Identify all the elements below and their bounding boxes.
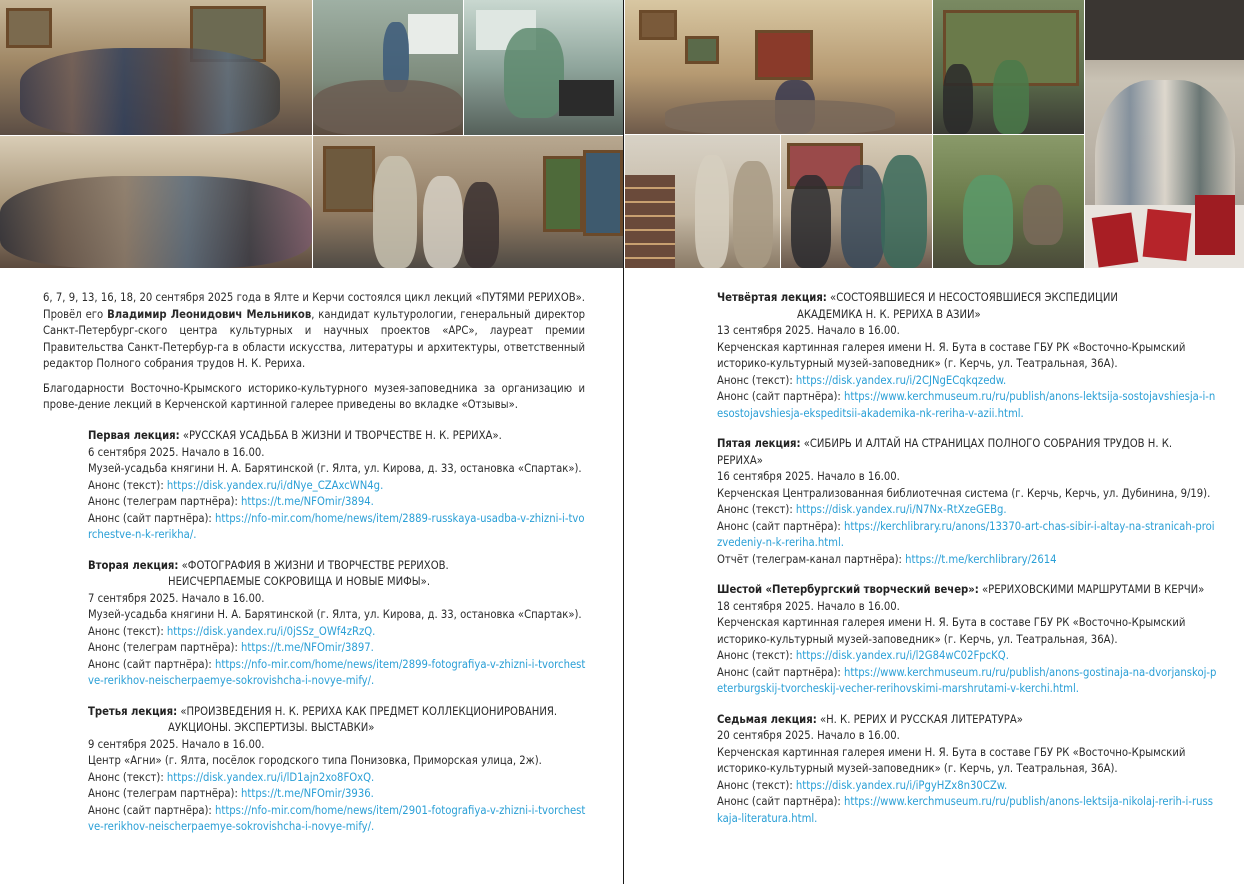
announce-label: Анонс (сайт партнёра): [717,795,845,808]
lecture-heading [717,436,1217,469]
announce-label: Анонс (текст): [717,503,796,516]
announce-line [717,519,1217,552]
lecture-entry [88,558,588,690]
announce-link[interactable]: https://t.me/kerchlibrary/2614 [905,552,1057,566]
lecture-date: 20 сентября 2025. Начало в 16.00. [717,729,900,742]
lecture-heading [88,558,588,575]
announce-line [88,494,588,511]
announce-line [717,665,1217,698]
lecture-place: Керченская картинная галерея имени Н. Я. Бута в составе ГБУ РК «Восточно-Крымский историко-культурный музей-заповедник» (г. Керчь, ул. Театральная, 36А). [717,340,1186,370]
announce-line [88,803,588,836]
lecture-title-cont: АКАДЕМИКА Н. К. РЕРИХА В АЗИИ» [797,307,981,321]
announce-label: Анонс (телеграм партнёра): [88,641,242,654]
announce-line [717,389,1217,422]
lecture-label: Третья лекция: [88,704,178,718]
photo-garden-bust [933,135,1084,268]
announce-link[interactable]: https://disk.yandex.ru/i/lD1ajn2xo8FOxQ. [166,770,375,784]
lecture-heading [88,428,588,445]
lecture-date: 6 сентября 2025. Начало в 16.00. [88,445,265,459]
photo-group-portrait [0,0,312,135]
lecture-label: Четвёртая лекция: [717,291,827,304]
lecture-entry [88,428,588,544]
announce-line [88,770,588,787]
announce-link[interactable]: https://t.me/NFOmir/3897. [241,641,374,654]
announce-link[interactable]: https://www.kerchmuseum.ru/ru/publish/anons-gostinaja-na-dvorjanskoj-peterburgskij-tvorcheskij-vecher-rerihovskimi-marshrutami-v-kerchi.html. [717,665,1217,695]
lecture-heading [88,704,588,721]
lecture-label: Вторая лекция: [88,558,179,572]
announce-link[interactable]: https://disk.yandex.ru/i/2CJNgECqkqzedw. [795,373,1007,387]
intro-paragraph-2: Благодарности Восточно-Крымского историко-культурного музея-заповедника за организацию и прове-дение лекций в Керченской картинной галерее приведены во вкладке «Отзывы». [43,381,585,411]
lecture-title: «СИБИРЬ И АЛТАЙ НА СТРАНИЦАХ ПОЛНОГО СОБРАНИЯ ТРУДОВ Н. К. РЕРИХА» [717,437,1173,467]
announce-label: Анонс (сайт партнёра): [88,511,216,525]
announce-line [717,778,1217,795]
announce-link[interactable]: https://disk.yandex.ru/i/l2G84wC02FpcKQ. [795,649,1009,662]
lecture-label: Пятая лекция: [717,437,801,450]
lecture-list-left [88,428,588,850]
announce-line [88,624,588,641]
lecture-heading [717,712,1217,729]
lecture-title-cont: АУКЦИОНЫ. ЭКСПЕРТИЗЫ. ВЫСТАВКИ» [168,721,375,734]
lecture-date: 16 сентября 2025. Начало в 16.00. [717,470,900,483]
lecture-list-right [717,290,1217,841]
announce-line [717,502,1217,519]
intro-text-a: 6, 7, 9, 13, 16, 18, 20 сентября 2025 года в Ялте и Керчи состоялся цикл лекций «ПУТЯМИ РЕРИХОВ». Провёл его [43,291,585,321]
lecture-place: Центр «Агни» (г. Ялта, посёлок городского типа Понизовка, Приморская улица, 2ж). [88,754,542,767]
spread-divider [623,0,624,884]
lecture-heading [717,582,1217,599]
announce-label: Анонс (телеграм партнёра): [88,495,242,508]
lecture-date: 13 сентября 2025. Начало в 16.00. [717,324,900,337]
lecture-label: Первая лекция: [88,429,180,442]
lecture-date: 18 сентября 2025. Начало в 16.00. [717,599,900,613]
lecture-title-cont: НЕИСЧЕРПАЕМЫЕ СОКРОВИЩА И НОВЫЕ МИФЫ». [168,575,431,588]
lecture-place: Музей-усадьба княгини Н. А. Барятинской (г. Ялта, ул. Кирова, д. 33, остановка «Спартак»). [88,608,582,621]
lecture-entry [88,704,588,836]
lecture-title: «Н. К. РЕРИХ И РУССКАЯ ЛИТЕРАТУРА» [819,712,1023,726]
lecturer-name: Владимир Леонидович Мельников [107,307,312,321]
announce-line [717,552,1217,569]
photo-audience-table [0,136,312,268]
announce-label: Отчёт (телеграм-канал партнёра): [717,552,906,566]
announce-link[interactable]: https://www.kerchmuseum.ru/ru/publish/anons-lektsija-nikolaj-rerih-i-russkaja-literatura.html. [717,795,1213,825]
announce-label: Анонс (сайт партнёра): [88,657,216,671]
intro-text [43,290,585,422]
announce-line [717,373,1217,390]
announce-line [717,794,1217,827]
announce-link[interactable]: https://kerchlibrary.ru/anons/13370-art-chas-sibir-i-altay-na-stranicah-proizvedeniy-n-k-reriha.html. [717,519,1215,549]
lecture-label: Шестой «Петербургский творческий вечер»: [717,583,979,596]
photo-lecturer-screen [313,0,463,135]
lecture-title: «ПРОИЗВЕДЕНИЯ Н. К. РЕРИХА КАК ПРЕДМЕТ КОЛЛЕКЦИОНИРОВАНИЯ. [180,704,558,718]
announce-line [717,648,1217,665]
announce-line [88,786,588,803]
photo-gift-presentation [781,135,932,268]
photo-award-ceremony [933,0,1084,134]
announce-line [88,640,588,657]
announce-label: Анонс (сайт партнёра): [717,665,845,679]
lecture-entry [717,436,1217,568]
lecture-title: «РУССКАЯ УСАДЬБА В ЖИЗНИ И ТВОРЧЕСТВЕ Н. К. РЕРИХА». [182,429,502,442]
photo-gallery-visitors [313,136,623,268]
right-page [625,0,1244,884]
photo-red-books [1085,135,1244,268]
announce-label: Анонс (сайт партнёра): [717,390,845,403]
announce-link[interactable]: https://t.me/NFOmir/3894. [241,495,374,508]
announce-link[interactable]: https://disk.yandex.ru/i/0jSSz_OWf4zRzQ. [166,624,376,638]
announce-label: Анонс (текст): [717,373,796,387]
announce-label: Анонс (текст): [717,649,796,662]
announce-link[interactable]: https://disk.yandex.ru/i/dNye_CZAxcWN4g. [166,478,384,492]
lecture-entry [717,290,1217,422]
lecture-title: «ФОТОГРАФИЯ В ЖИЗНИ И ТВОРЧЕСТВЕ РЕРИХОВ. [181,558,449,572]
announce-link[interactable]: https://disk.yandex.ru/i/N7Nx-RtXzeGEBg. [795,503,1007,516]
announce-link[interactable]: https://nfo-mir.com/home/news/item/2901-fotografiya-v-zhizni-i-tvorchestve-rerikhov-neischerpaemye-sokrovishcha-i-novye-mify/. [88,803,586,833]
announce-link[interactable]: https://nfo-mir.com/home/news/item/2899-fotografiya-v-zhizni-i-tvorchestve-rerikhov-neischerpaemye-sokrovishcha-i-novye-mify/. [88,657,586,687]
announce-label: Анонс (текст): [88,624,167,638]
lecture-label: Седьмая лекция: [717,712,817,726]
announce-line [88,511,588,544]
announce-label: Анонс (текст): [88,770,167,784]
announce-label: Анонс (сайт партнёра): [717,519,845,533]
intro-text-b: , кандидат культурологии, генеральный директор Санкт-Петербург-ского центра культурных и научных проектов «АРС», лауреат премии Правительства Санкт-Петербур-га в области искусства, литературы и архитектуры, ответственный редактор Полного собрания трудов Н. К. Рериха. [43,307,586,370]
lecture-heading [717,290,1217,307]
announce-link[interactable]: https://disk.yandex.ru/i/iPgyHZx8n30CZw. [795,778,1008,792]
announce-label: Анонс (телеграм партнёра): [88,787,242,800]
lecture-place: Музей-усадьба княгини Н. А. Барятинской (г. Ялта, ул. Кирова, д. 33, остановка «Спартак»). [88,462,582,475]
lecture-title: «СОСТОЯВШИЕСЯ И НЕСОСТОЯВШИЕСЯ ЭКСПЕДИЦИИ [830,291,1118,304]
lecture-entry [717,582,1217,698]
announce-label: Анонс (сайт партнёра): [88,803,216,817]
announce-line [88,657,588,690]
photo-library-shelves [625,135,780,268]
lecture-place: Керченская Централизованная библиотечная система (г. Керчь, Керчь, ул. Дубинина, 9/19). [717,486,1211,500]
announce-link[interactable]: https://t.me/NFOmir/3936. [241,787,374,800]
announce-link[interactable]: https://www.kerchmuseum.ru/ru/publish/anons-lektsija-sostojavshiesja-i-nesostojavshiesja-ekspeditsii-akademika-nk-reriha-v-azii.html. [717,390,1216,420]
photo-museum-hall [625,0,932,134]
intro-paragraph-1 [43,290,585,373]
lecture-date: 7 сентября 2025. Начало в 16.00. [88,591,265,605]
lecture-place: Керченская картинная галерея имени Н. Я. Бута в составе ГБУ РК «Восточно-Крымский историко-культурный музей-заповедник» (г. Керчь, ул. Театральная, 36А). [717,745,1186,775]
lecture-title: «РЕРИХОВСКИМИ МАРШРУТАМИ В КЕРЧИ» [981,583,1205,596]
photo-lecturer-laptop [464,0,623,135]
lecture-entry [717,712,1217,828]
lecture-place: Керченская картинная галерея имени Н. Я. Бута в составе ГБУ РК «Восточно-Крымский историко-культурный музей-заповедник» (г. Керчь, ул. Театральная, 36А). [717,616,1186,646]
announce-label: Анонс (текст): [88,478,167,492]
announce-label: Анонс (текст): [717,778,796,792]
lecture-date: 9 сентября 2025. Начало в 16.00. [88,737,265,751]
announce-link[interactable]: https://nfo-mir.com/home/news/item/2889-russkaya-usadba-v-zhizni-i-tvorchestve-n-k-rerikha/. [88,511,585,541]
announce-line [88,478,588,495]
